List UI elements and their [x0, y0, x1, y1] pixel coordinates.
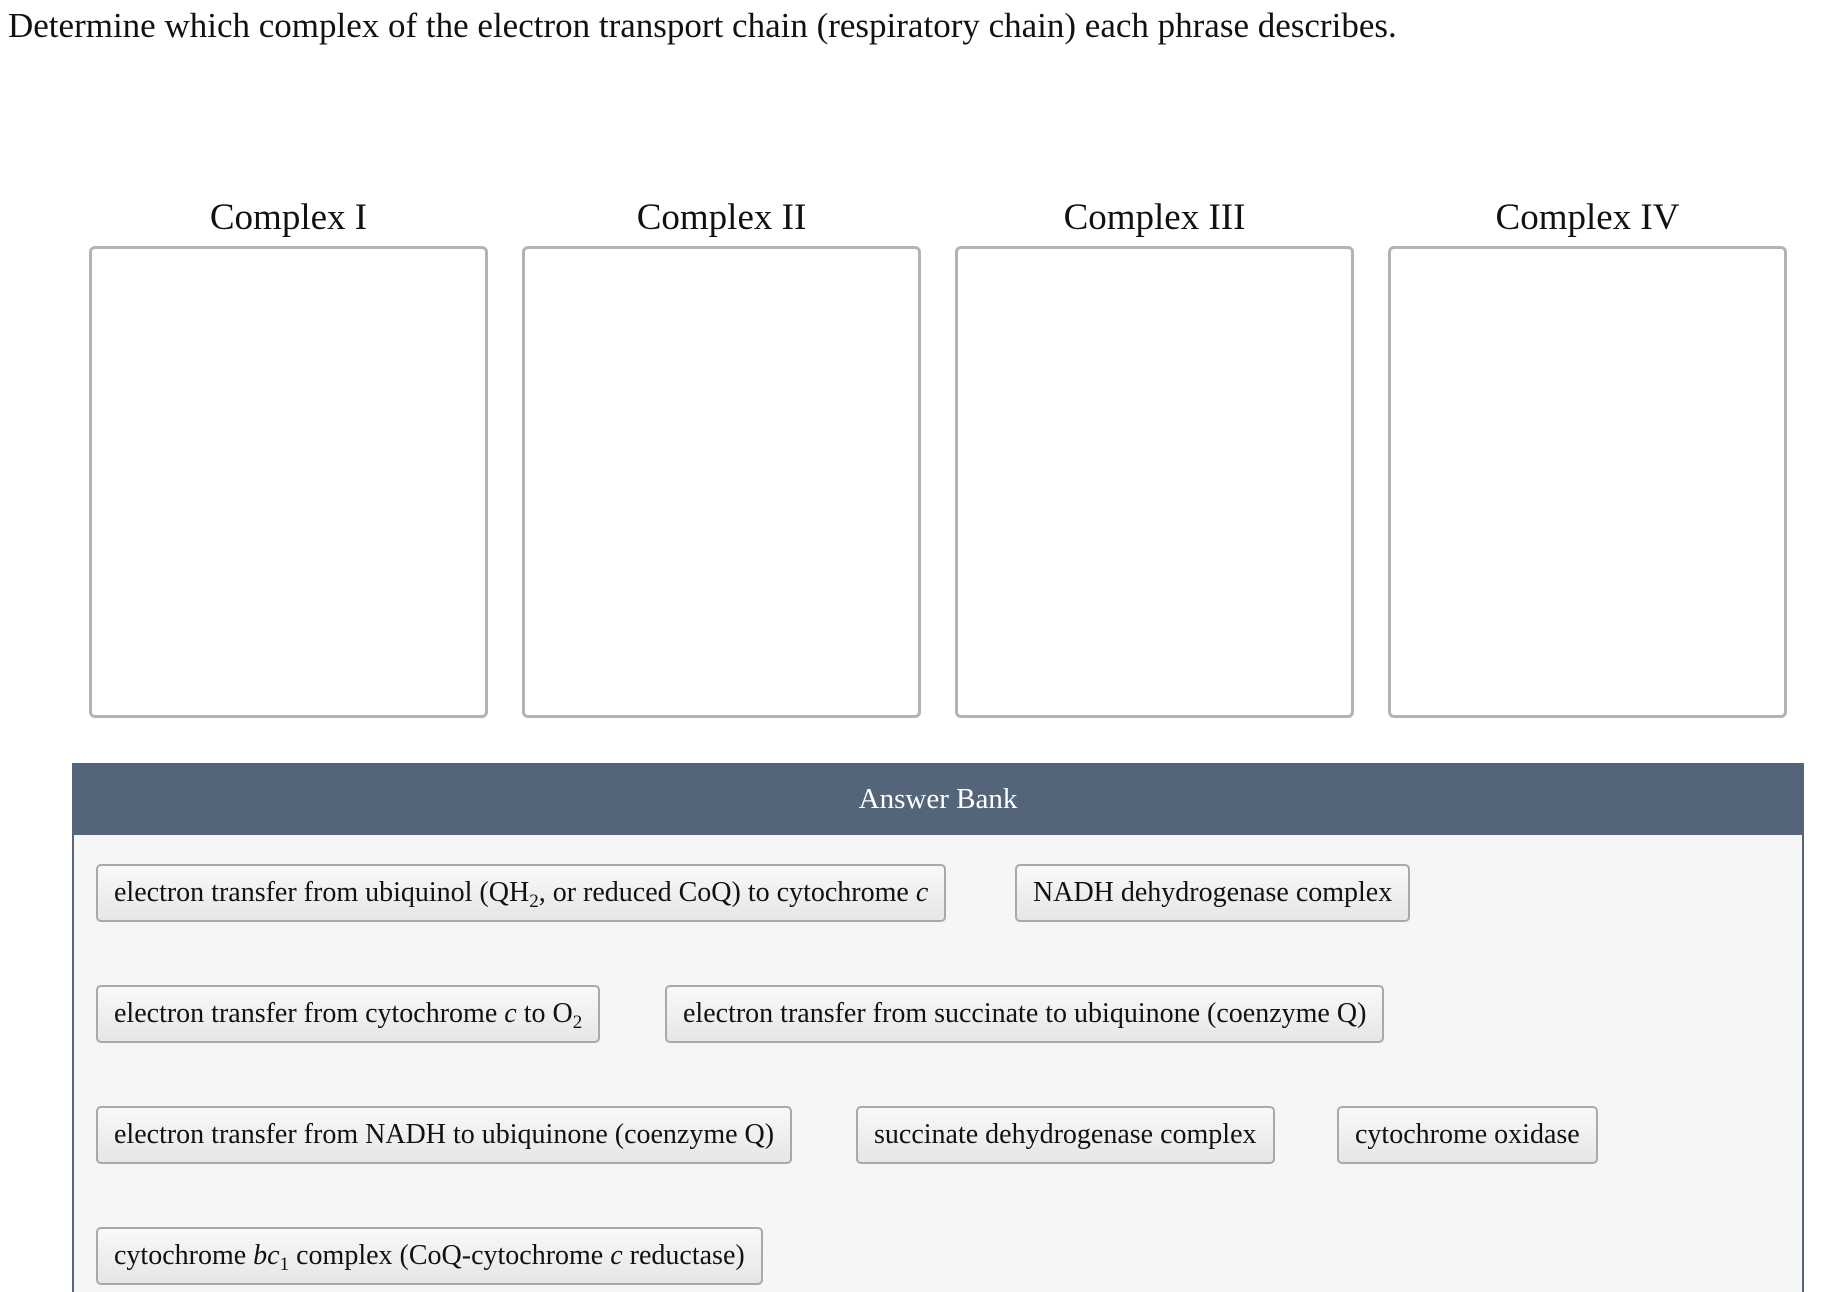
column-complex-iii [955, 196, 1354, 718]
column-title-complex-ii: Complex II [636, 197, 807, 238]
column-complex-ii [522, 196, 921, 718]
drop-zone-complex-i[interactable] [89, 246, 488, 718]
question-prompt: Determine which complex of the electron transport chain (respiratory chain) each phrase describes. [8, 6, 1397, 45]
drop-zone-complex-iii[interactable] [955, 246, 1354, 718]
answer-chip-cytochrome-c-to-o2[interactable]: electron transfer from cytochrome c to $O_2$ [96, 985, 600, 1043]
target-columns [89, 196, 1787, 718]
answer-chip-succinate-to-ubiquinone[interactable]: electron transfer from succinate to ubiquinone (coenzyme Q) [665, 985, 1384, 1043]
column-title-complex-i: Complex I [209, 197, 368, 238]
answer-chip-cytochrome-oxidase[interactable]: cytochrome oxidase [1337, 1106, 1598, 1164]
answer-bank[interactable] [72, 763, 1804, 1292]
column-title-complex-iii: Complex III [1063, 197, 1246, 238]
answer-chip-cytochrome-bc1-complex[interactable]: cytochrome $bc_1$ complex (CoQ-cytochrome c reductase) [96, 1227, 763, 1285]
answer-bank-header: Answer Bank [74, 763, 1802, 835]
column-complex-iv [1388, 196, 1787, 718]
answer-chip-succinate-dehydrogenase[interactable]: succinate dehydrogenase complex [856, 1106, 1275, 1164]
answer-chip-qh2-to-cytochrome-c[interactable]: electron transfer from ubiquinol ($QH_2$, or reduced CoQ) to cytochrome c [96, 864, 946, 922]
column-title-complex-iv: Complex IV [1495, 197, 1680, 238]
drop-zone-complex-ii[interactable] [522, 246, 921, 718]
drop-zone-complex-iv[interactable] [1388, 246, 1787, 718]
answer-chip-nadh-dehydrogenase[interactable]: NADH dehydrogenase complex [1015, 864, 1410, 922]
column-complex-i [89, 196, 488, 718]
answer-chip-nadh-to-ubiquinone[interactable]: electron transfer from NADH to ubiquinone (coenzyme Q) [96, 1106, 792, 1164]
